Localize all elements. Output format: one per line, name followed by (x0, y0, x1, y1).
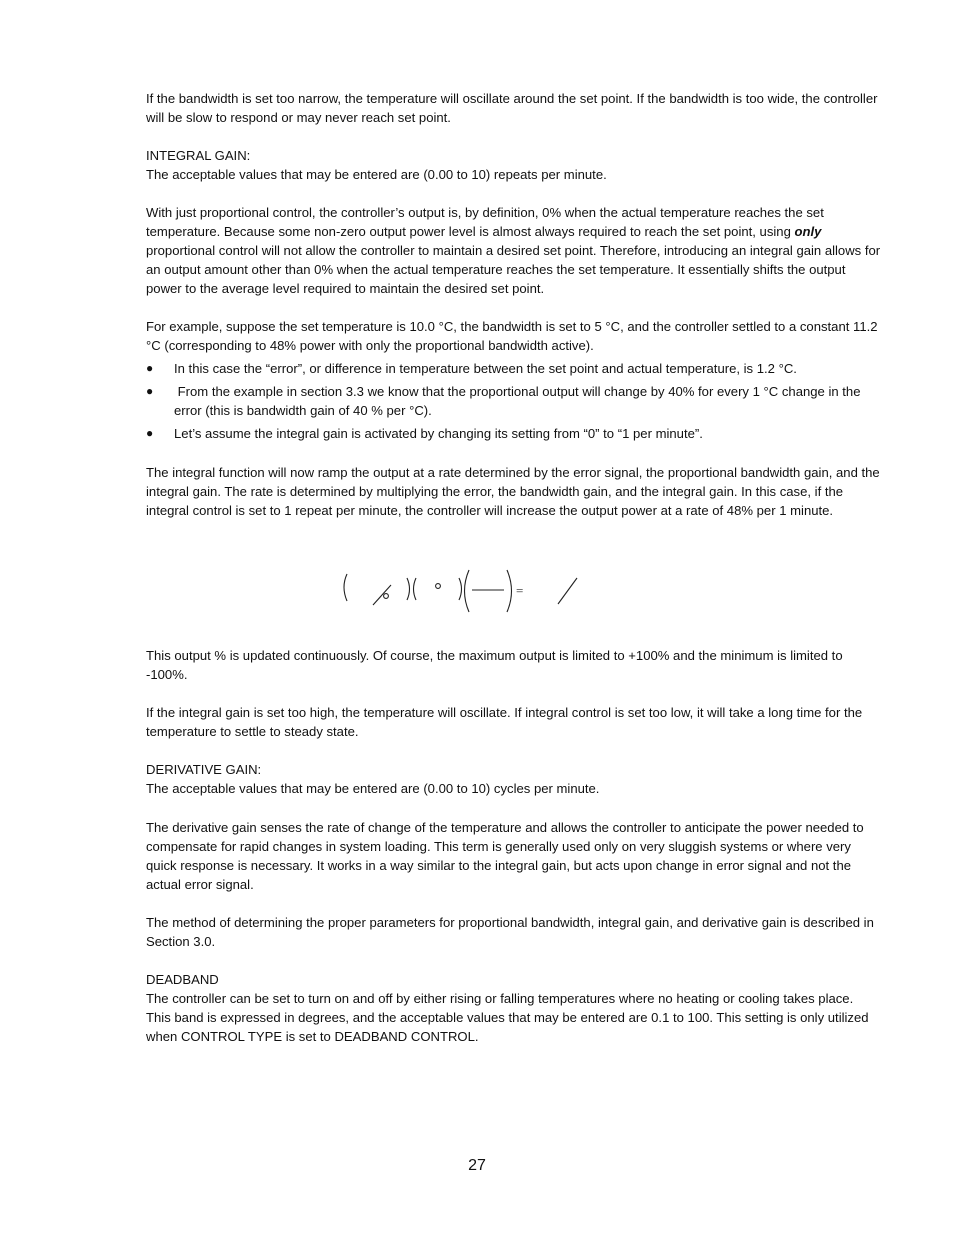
paragraph-integral-tuning (146, 703, 881, 741)
paragraph-derivative (146, 818, 881, 894)
integral-gain-section (146, 146, 881, 184)
bullet-text: In this case the “error”, or difference in temperature between the set point and actual temperature, is 1.2 °C. (174, 361, 797, 376)
bullet-text: From the example in section 3.3 we know that the proportional output will change by 40% for every 1 °C change in the error (this is bandwidth gain of 40 % per °C). (174, 384, 865, 418)
paragraph-text: If the bandwidth is set too narrow, the temperature will oscillate around the set point. If the bandwidth is too wide, the controller will be slow to respond or may never reach set point. (146, 91, 878, 125)
deadband-heading: DEADBAND (146, 972, 219, 987)
paragraph-output-limits (146, 646, 881, 684)
equation-paren (344, 574, 347, 601)
equation-equals: = (516, 583, 524, 598)
paragraph-text: The derivative gain senses the rate of change of the temperature and allows the controller to anticipate the power needed to compensate for rapid changes in system loading. This term is generally used only on very sluggish systems or where very quick response is necessary. It works in a way similar to the integral gain, but acts upon change in error signal and not the actual error signal. (146, 820, 864, 892)
paragraph-example (146, 317, 881, 355)
deadband-section (146, 970, 881, 1046)
integral-rate-equation (330, 568, 590, 618)
page-number: 27 (468, 1157, 486, 1174)
deadband-description: The controller can be set to turn on and off by either rising or falling temperatures where no heating or cooling takes place. This band is expressed in degrees, and the acceptable values that may be entered are 0.1 to 100. This setting is only utilized when CONTROL TYPE is set to DEADBAND CONTROL. (146, 991, 869, 1044)
paragraph-text: The integral function will now ramp the output at a rate determined by the error signal, the proportional bandwidth gain, and the integral gain. The rate is determined by multiplying the error, the bandwidth gain, and the integral gain. In this case, if the integral control is set to 1 repeat per minute, the controller will increase the output power at a rate of 48% per 1 minute. (146, 465, 880, 518)
bullet-icon: ● (146, 361, 154, 375)
derivative-gain-section (146, 760, 881, 798)
bullet-icon: ● (146, 384, 154, 398)
equation-slash (558, 578, 577, 604)
emphasis-only: only (794, 224, 822, 239)
paragraph-text: This output % is updated continuously. Of course, the maximum output is limited to +100% and the minimum is limited to -100%. (146, 648, 843, 682)
integral-gain-values: The acceptable values that may be entered are (0.00 to 10) repeats per minute. (146, 167, 607, 182)
equation-paren (459, 578, 462, 600)
paragraph-text: The method of determining the proper parameters for proportional bandwidth, integral gain, and derivative gain is described in Section 3.0. (146, 915, 874, 949)
equation-degree-symbol (384, 594, 389, 599)
paragraph-bandwidth (146, 89, 881, 127)
equation-paren (407, 578, 410, 600)
paragraph-proportional-control (146, 203, 881, 298)
equation-degree-symbol (436, 584, 441, 589)
equation-paren (465, 570, 470, 612)
equation-paren (414, 578, 417, 600)
integral-gain-heading: INTEGRAL GAIN: (146, 148, 251, 163)
text-run: With just proportional control, the controller’s output is, by definition, 0% when the actual temperature reaches the set temperature. Because some non-zero output power level is almost always required to reach the set point, using (146, 205, 824, 239)
bullet-text: Let’s assume the integral gain is activated by changing its setting from “0” to “1 per minute”. (174, 426, 703, 441)
bullet-icon: ● (146, 426, 154, 440)
paragraph-integral-function (146, 463, 881, 520)
derivative-gain-heading: DERIVATIVE GAIN: (146, 762, 262, 777)
equation-paren (507, 570, 512, 612)
paragraph-text: If the integral gain is set too high, the temperature will oscillate. If integral control is set too low, it will take a long time for the temperature to settle to steady state. (146, 705, 863, 739)
derivative-gain-values: The acceptable values that may be entered are (0.00 to 10) cycles per minute. (146, 781, 600, 796)
paragraph-text: For example, suppose the set temperature is 10.0 °C, the bandwidth is set to 5 °C, and the controller settled to a constant 11.2 °C (corresponding to 48% power with only the proportional bandwidth active). (146, 319, 878, 353)
text-run: proportional control will not allow the controller to maintain a desired set point. Therefore, introducing an integral gain allows for an output amount other than 0% when the actual temperature reaches the set temperature. It essentially shifts the output power to the average level required to maintain the desired set point. (146, 243, 881, 296)
paragraph-method (146, 913, 881, 951)
paragraph-text (146, 203, 881, 298)
